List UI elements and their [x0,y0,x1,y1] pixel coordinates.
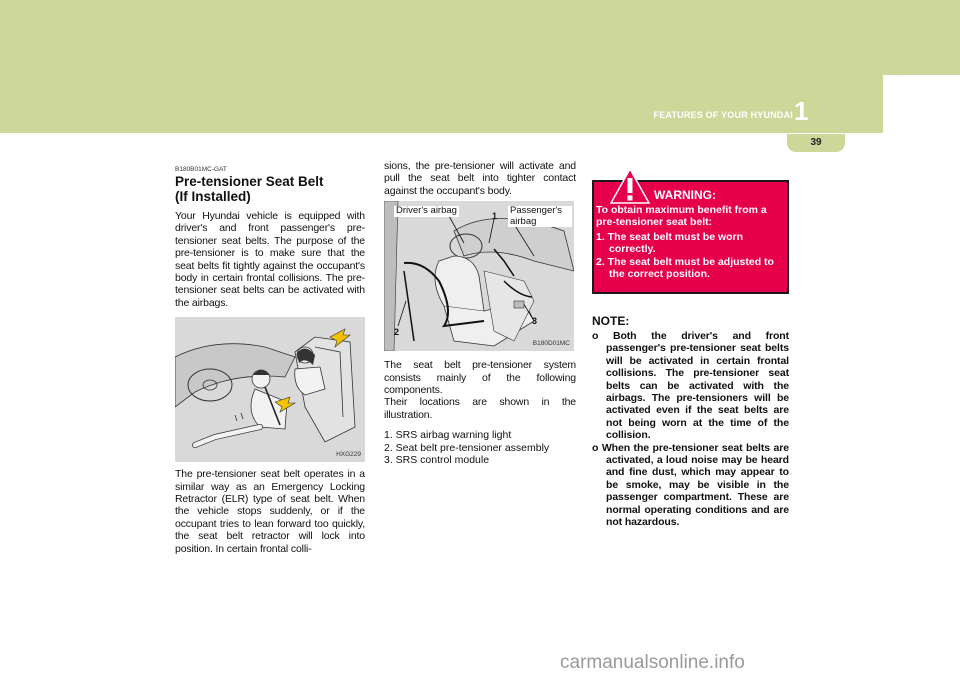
section-title-line1: Pre-tensioner Seat Belt [175,174,324,189]
page-tab [787,134,845,152]
component-item: 1. SRS airbag warning light [384,429,512,442]
note-item: o Both the driver's and front passenger's pre-tensioner seat belts will be activated in certain frontal collisions. The pre-tensioner seat belts can be activated with the airbags. The pre-tensioners will be activated even if the seat belts are not being worn at the time of the collision. [592,330,789,442]
warning-icon [610,168,650,204]
warning-text [596,204,786,280]
marker-3: 3 [532,316,538,327]
locations-paragraph: Their locations are shown in the illustration. [384,396,576,421]
chapter-number: 1 [794,96,809,126]
note-item: o When the pre-tensioner seat belts are activated, a loud noise may be heard and fine dust, which may appear to be smoke, may be visible in the passenger compartment. These are normal operating conditions and are not hazardous. [592,441,789,529]
elr-paragraph: The pre-tensioner seat belt operates in a similar way as an Emergency Locking Retractor (ELR) type of seat belt. When the vehicle stops suddenly, or if the occupant tries to lean forward too quickly, the seat belt retractor will lock into position. In certain frontal colli- [175,468,365,555]
column-left [175,160,365,555]
warning-intro: To obtain maximum benefit from a pre-tensioner seat belt: [596,204,767,229]
marker-1: 1 [492,211,498,222]
components-paragraph: The seat belt pre-tensioner system consists mainly of the following components. [384,359,576,397]
note-list [592,330,789,529]
header-corner [883,75,960,133]
component-item: 2. Seat belt pre-tensioner assembly [384,441,550,454]
header-band [0,0,960,133]
page-number: 39 [810,137,822,148]
figure1-code: HXG229 [336,451,361,459]
pretensioner-location-illustration [384,201,574,351]
watermark: carmanualsonline.info [560,652,745,673]
driver-airbag-label: Driver's airbag [396,205,457,217]
note-title: NOTE: [592,314,630,328]
warning-item: 2. The seat belt must be adjusted to the correct position. [596,255,774,281]
figure2-code: B180D01MC [532,340,570,348]
warning-list [596,231,786,281]
continued-paragraph: sions, the pre-tensioner will activate and pull the seat belt into tighter contact against the occupant's body. [384,160,576,197]
car-interior-drawing [175,317,365,462]
section-title-line2: (If Installed) [175,189,251,204]
warning-item: 1. The seat belt must be worn correctly. [596,230,744,256]
column-middle [384,160,576,466]
components-list [384,429,576,466]
chapter-title: FEATURES OF YOUR HYUNDAI [653,110,793,120]
warning-box [592,180,789,294]
seat-belt-illustration [175,317,365,462]
marker-2: 2 [394,327,400,338]
intro-paragraph: Your Hyundai vehicle is equipped with driver's and front passenger's pre-tensioner seat belts. The purpose of the pre-tensioner is to make sure that the seat belts fit tightly against the occupant's body in certain frontal collisions. The pre-tensioner seat belts can be activated with the airbags. [175,210,365,309]
section-code: B180B01MC-GAT [175,166,227,173]
column-right [592,160,789,529]
warning-title: WARNING: [654,188,716,202]
passenger-airbag-label: Passenger's airbag [508,206,572,227]
component-item: 3. SRS control module [384,454,490,467]
